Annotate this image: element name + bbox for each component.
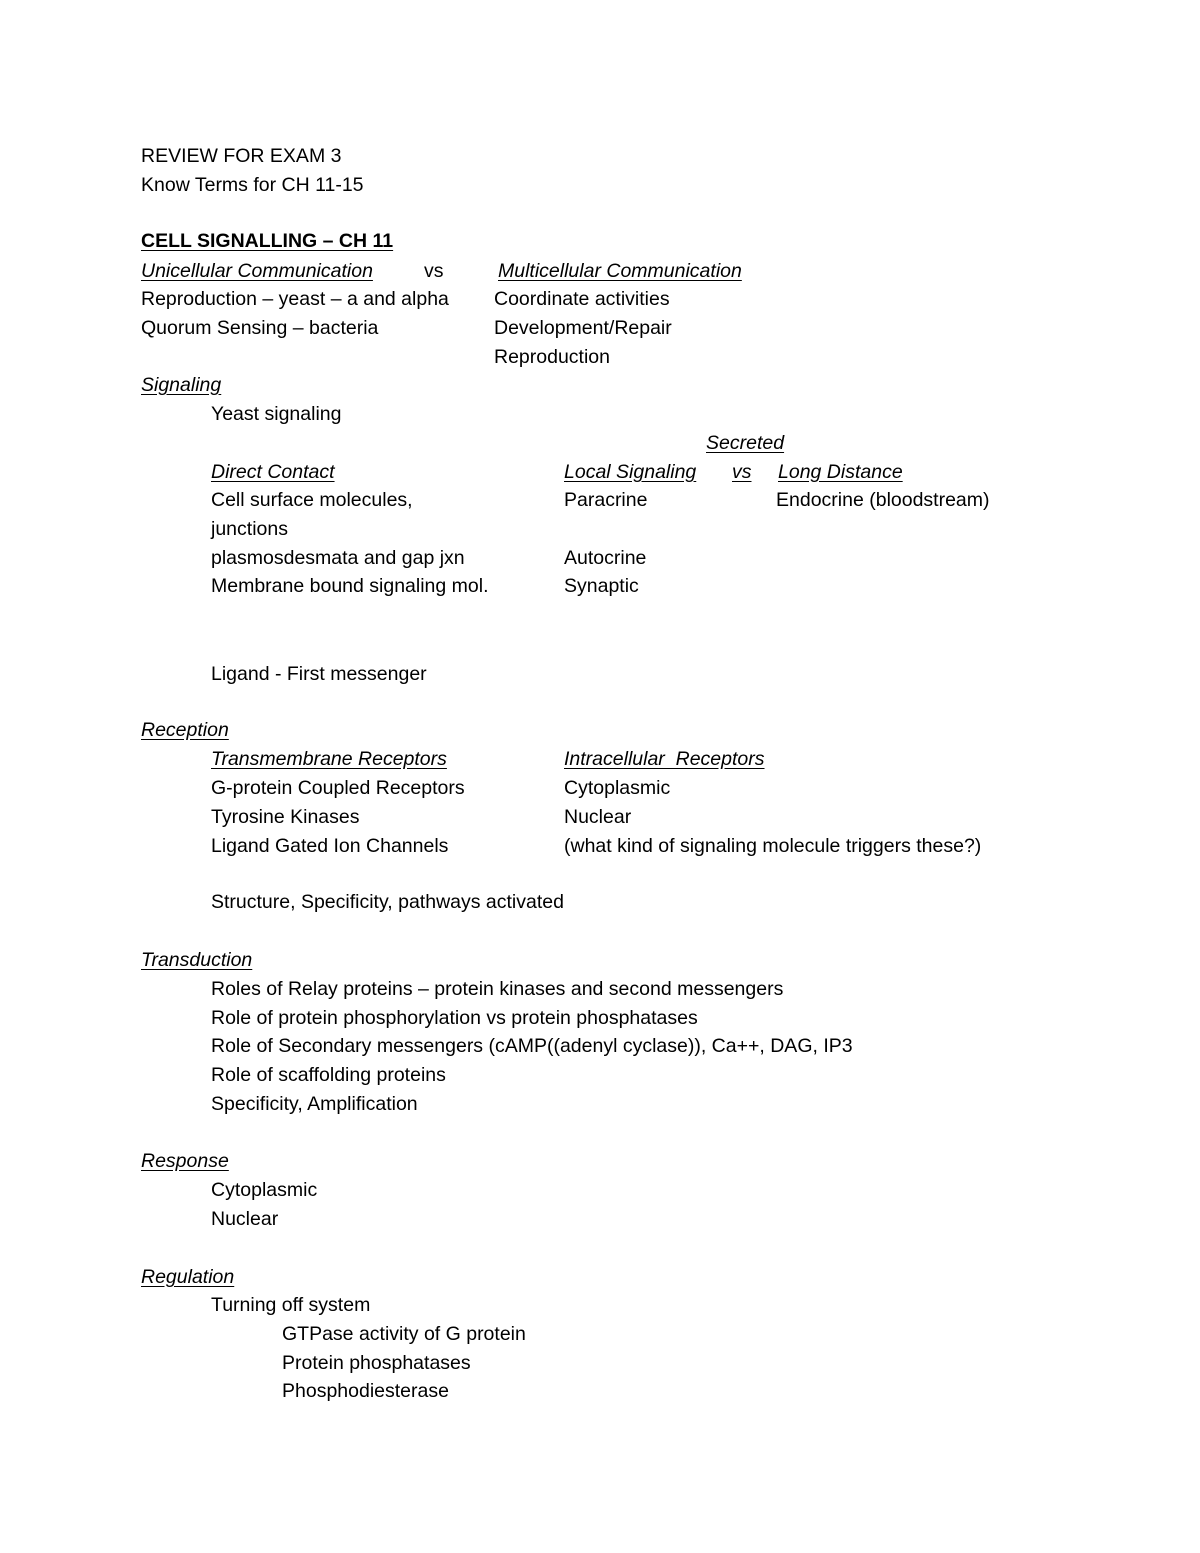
transduction-item: Role of protein phosphorylation vs protein phosphatases: [211, 1007, 698, 1029]
transmembrane-heading: Transmembrane Receptors: [211, 748, 447, 770]
signaling-heading: Signaling: [141, 374, 222, 396]
transduction-heading: Transduction: [141, 949, 253, 971]
direct-contact-item: Membrane bound signaling mol.: [211, 575, 489, 597]
document-title: REVIEW FOR EXAM 3: [141, 145, 342, 167]
local-signaling-item: Synaptic: [564, 575, 639, 597]
intracellular-heading: Intracellular Receptors: [564, 748, 765, 770]
direct-contact-heading: Direct Contact: [211, 461, 335, 483]
unicellular-item: Reproduction – yeast – a and alpha: [141, 288, 449, 310]
multicellular-heading: Multicellular Communication: [498, 260, 742, 282]
direct-contact-item: junctions: [211, 518, 288, 540]
response-item: Nuclear: [211, 1208, 279, 1230]
intracellular-item: (what kind of signaling molecule triggers these?): [564, 835, 982, 857]
secreted-heading: Secreted: [706, 432, 785, 454]
transduction-item: Role of scaffolding proteins: [211, 1064, 446, 1086]
local-long-vs: vs: [732, 461, 752, 483]
transduction-item: Roles of Relay proteins – protein kinases and second messengers: [211, 978, 784, 1000]
reception-heading: Reception: [141, 719, 229, 741]
regulation-item: Turning off system: [211, 1294, 371, 1316]
ligand-line: Ligand - First messenger: [211, 663, 427, 685]
multicellular-item: Development/Repair: [494, 317, 672, 339]
transmembrane-item: Tyrosine Kinases: [211, 806, 360, 828]
local-signaling-item: Paracrine: [564, 489, 648, 511]
response-heading: Response: [141, 1150, 229, 1172]
direct-contact-item: plasmosdesmata and gap jxn: [211, 547, 465, 569]
local-signaling-heading: Local Signaling: [564, 461, 697, 483]
intracellular-item: Nuclear: [564, 806, 632, 828]
long-distance-heading: Long Distance: [778, 461, 903, 483]
multicellular-item: Coordinate activities: [494, 288, 670, 310]
unicellular-heading: Unicellular Communication: [141, 260, 373, 282]
response-item: Cytoplasmic: [211, 1179, 318, 1201]
transduction-item: Role of Secondary messengers (cAMP((adenyl cyclase)), Ca++, DAG, IP3: [211, 1035, 853, 1057]
regulation-subitem: Phosphodiesterase: [282, 1380, 449, 1402]
regulation-heading: Regulation: [141, 1266, 235, 1288]
unicellular-item: Quorum Sensing – bacteria: [141, 317, 379, 339]
regulation-subitem: Protein phosphatases: [282, 1352, 471, 1374]
comparison-vs: vs: [424, 260, 444, 282]
regulation-subitem: GTPase activity of G protein: [282, 1323, 526, 1345]
direct-contact-item: Cell surface molecules,: [211, 489, 413, 511]
document-subtitle: Know Terms for CH 11-15: [141, 174, 364, 196]
yeast-signaling: Yeast signaling: [211, 403, 342, 425]
multicellular-item: Reproduction: [494, 346, 610, 368]
reception-note: Structure, Specificity, pathways activated: [211, 891, 564, 913]
chapter-heading: CELL SIGNALLING – CH 11: [141, 230, 394, 252]
long-distance-item: Endocrine (bloodstream): [776, 489, 990, 511]
local-signaling-item: Autocrine: [564, 547, 647, 569]
transmembrane-item: Ligand Gated Ion Channels: [211, 835, 449, 857]
transduction-item: Specificity, Amplification: [211, 1093, 418, 1115]
intracellular-item: Cytoplasmic: [564, 777, 671, 799]
transmembrane-item: G-protein Coupled Receptors: [211, 777, 465, 799]
